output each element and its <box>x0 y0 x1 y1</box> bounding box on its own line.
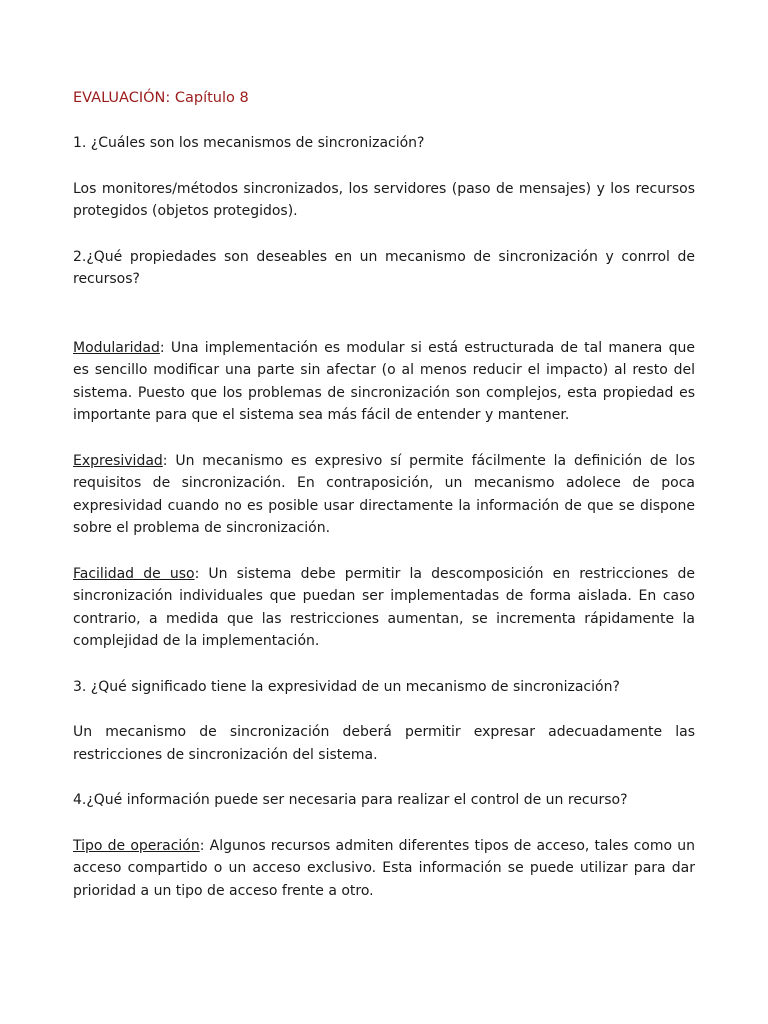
answer-3: Un mecanismo de sincronización deberá permitir expresar adecuadamente las restricciones de sincronización del sistema. <box>73 724 695 763</box>
property-facilidad-de-uso <box>73 563 695 653</box>
question-1: 1. ¿Cuáles son los mecanismos de sincronización? <box>73 135 425 151</box>
question-4: 4.¿Qué información puede ser necesaria para realizar el control de un recurso? <box>73 792 628 808</box>
info-tipo-de-operacion <box>73 835 695 903</box>
answer-1: Los monitores/métodos sincronizados, los servidores (paso de mensajes) y los recursos protegidos (objetos protegidos). <box>73 180 695 219</box>
property-modularidad <box>73 337 695 427</box>
document-title: EVALUACIÓN: Capítulo 8 <box>73 90 249 106</box>
property-expresividad <box>73 450 695 540</box>
term-tipo-de-operacion: Tipo de operación <box>73 837 200 854</box>
definition-modularidad: : Una implementación es modular si está estructurada de tal manera que es sencillo modificar una parte sin afectar (o al menos reducir el impacto) al resto del sistema. Puesto que los problemas de sincronización son complejos, esta propiedad es importante para que el sistema sea más fácil de entender y mantener. <box>73 339 695 423</box>
spacer <box>73 314 695 337</box>
term-facilidad-de-uso: Facilidad de uso <box>73 565 195 582</box>
term-modularidad: Modularidad <box>73 339 160 356</box>
definition-expresividad: : Un mecanismo es expresivo sí permite fácilmente la definición de los requisitos de sincronización. En contraposición, un mecanismo adolece de poca expresividad cuando no es posible usar directamente la información de que se dispone sobre el problema de sincronización. <box>73 452 695 536</box>
term-expresividad: Expresividad <box>73 452 163 469</box>
question-3: 3. ¿Qué significado tiene la expresividad de un mecanismo de sincronización? <box>73 678 620 695</box>
question-2: 2.¿Qué propiedades son deseables en un mecanismo de sincronización y conrrol de recursos? <box>73 248 695 287</box>
definition-tipo-de-operacion: : Algunos recursos admiten diferentes tipos de acceso, tales como un acceso compartido o un acceso exclusivo. Esta información se puede utilizar para dar prioridad a un tipo de acceso frente a otro. <box>73 837 695 899</box>
definition-facilidad-de-uso: : Un sistema debe permitir la descomposición en restricciones de sincronización individuales que puedan ser implementadas de forma aislada. En caso contrario, a medida que las restricciones aumentan, se incrementa rápidamente la complejidad de la implementación. <box>73 565 695 649</box>
